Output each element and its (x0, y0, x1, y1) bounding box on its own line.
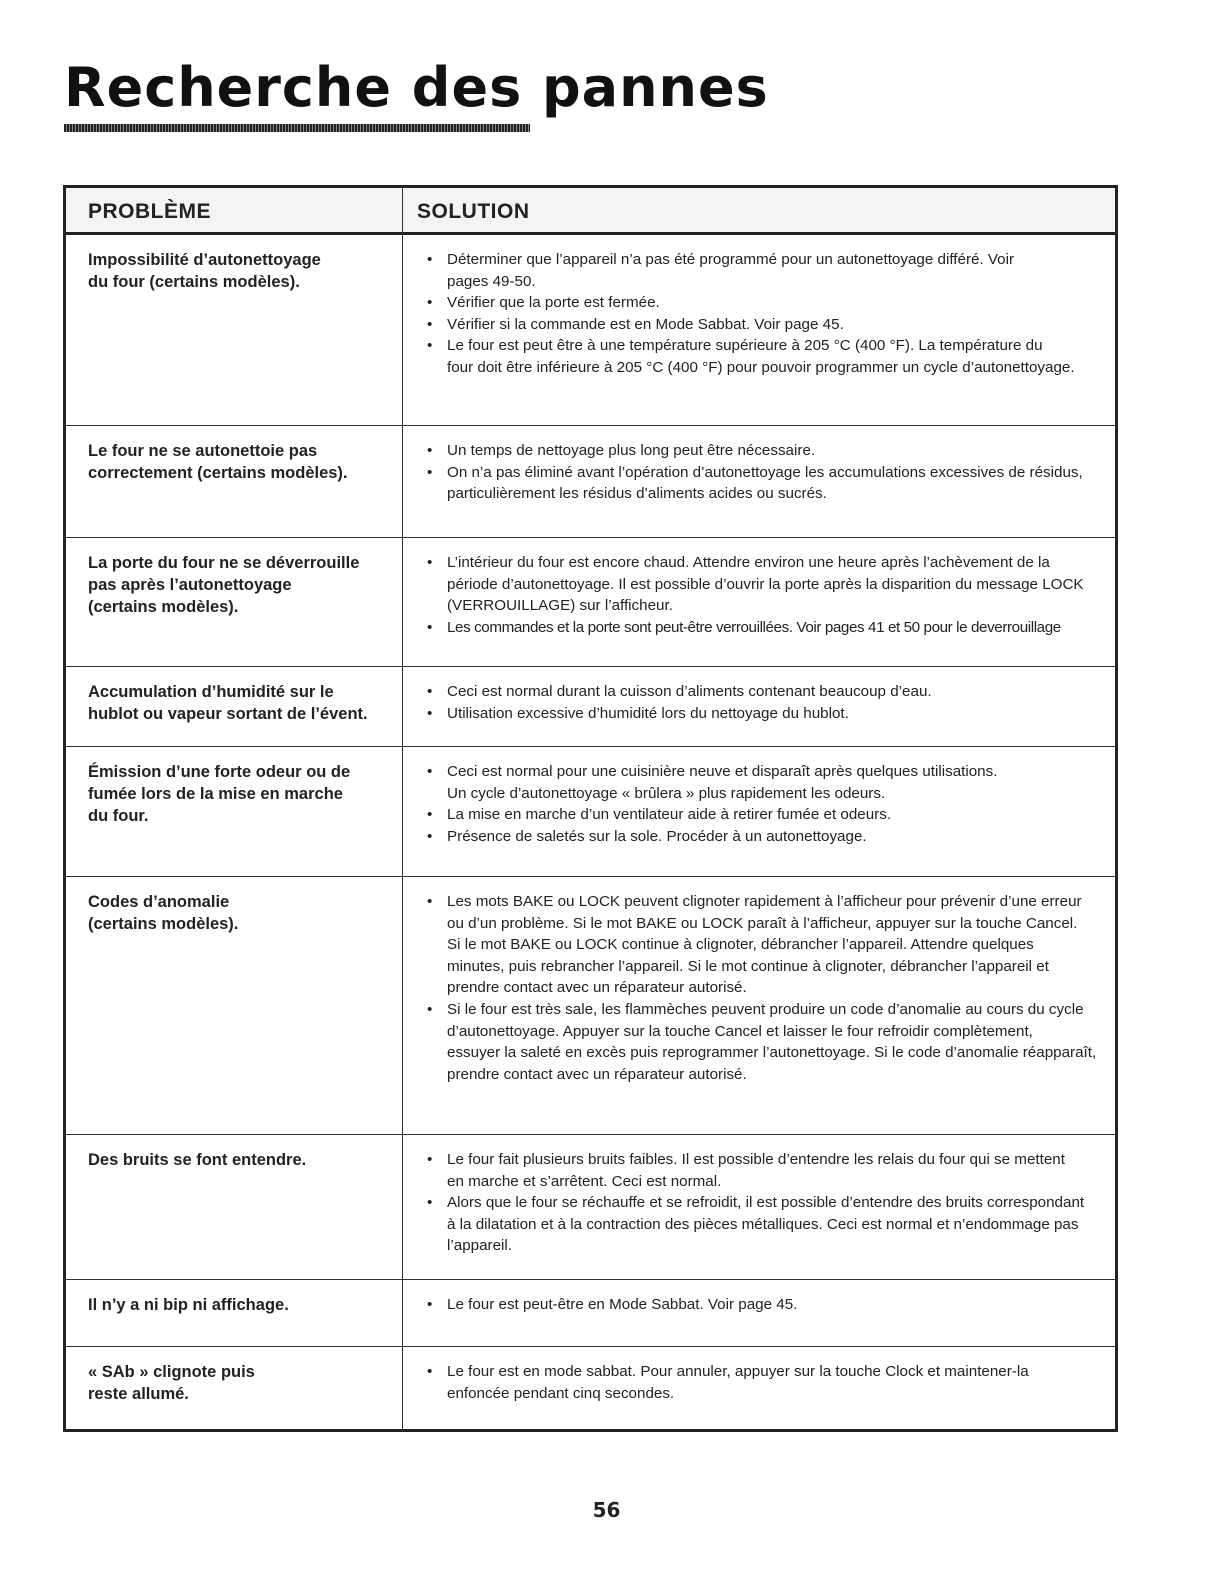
solution-cell (403, 667, 1117, 747)
solution-item: • Alors que le four se réchauffe et se refroidit, il est possible d’entendre des bruits correspondant à la dilatation et à la contraction des pièces métalliques. Ceci est normal et n’endommage pas l’appareil. (427, 1192, 1107, 1257)
solution-item: • Utilisation excessive d’humidité lors du nettoyage du hublot. (427, 703, 1107, 725)
solution-cell (403, 877, 1117, 1135)
title-underline (64, 124, 530, 132)
solution-item: • Le four est peut être à une température supérieure à 205 °C (400 °F). La température du four doit être inférieure à 205 °C (400 °F) pour pouvoir programmer un cycle d’autonettoyage. (427, 335, 1107, 378)
solution-item: • La mise en marche d’un ventilateur aide à retirer fumée et odeurs. (427, 804, 1107, 826)
solution-item: • Les commandes et la porte sont peut-être verrouillées. Voir pages 41 et 50 pour le deverrouillage (427, 617, 1107, 639)
solution-item: • Ceci est normal durant la cuisson d’aliments contenant beaucoup d’eau. (427, 681, 1107, 703)
solution-item: • Ceci est normal pour une cuisinière neuve et disparaît après quelques utilisations. Un cycle d’autonettoyage « brûlera » plus rapidement les odeurs. (427, 761, 1107, 804)
page-number: 56 (592, 1498, 621, 1522)
solution-item: • Un temps de nettoyage plus long peut être nécessaire. (427, 440, 1107, 462)
solution-item: • Le four fait plusieurs bruits faibles. Il est possible d’entendre les relais du four qui se mettent en marche et s’arrêtent. Ceci est normal. (427, 1149, 1107, 1192)
solution-cell (403, 1347, 1117, 1431)
page-title: Recherche des pannes (64, 56, 769, 119)
header-problem: PROBLÈME (65, 187, 403, 234)
problem-cell: « SAb » clignote puis reste allumé. (65, 1347, 403, 1431)
table-row (65, 667, 1117, 747)
table-row (65, 1135, 1117, 1280)
troubleshooting-table (63, 185, 1118, 1432)
problem-cell: Des bruits se font entendre. (65, 1135, 403, 1280)
problem-cell: La porte du four ne se déverrouille pas après l’autonettoyage (certains modèles). (65, 538, 403, 667)
problem-cell: Impossibilité d’autonettoyage du four (certains modèles). (65, 234, 403, 426)
table-row (65, 877, 1117, 1135)
table-header-row (65, 187, 1117, 234)
solution-item: • L’intérieur du four est encore chaud. Attendre environ une heure après l’achèvement de la période d’autonettoyage. Il est possible d’ouvrir la porte après la disparition du message LOCK (VERROUILLAGE) sur l’afficheur. (427, 552, 1107, 617)
solution-item: • Les mots BAKE ou LOCK peuvent clignoter rapidement à l’afficheur pour prévenir d’une erreur ou d’un problème. Si le mot BAKE ou LOCK paraît à l’afficheur, appuyer sur la touche Cancel. Si le mot BAKE ou LOCK continue à clignoter, débrancher l’appareil. Attendre quelques minutes, puis rebrancher l’appareil. Si le mot continue à clignoter, débrancher l’appareil et prendre contact avec un réparateur autorisé. (427, 891, 1107, 999)
solution-item: • Si le four est très sale, les flammèches peuvent produire un code d’anomalie au cours du cycle d’autonettoyage. Appuyer sur la touche Cancel et laisser le four refroidir complètement, essuyer la saleté en excès puis reprogrammer l’autonettoyage. Si le code d’anomalie réapparaît, prendre contact avec un réparateur autorisé. (427, 999, 1107, 1085)
table-row (65, 234, 1117, 426)
solution-cell (403, 1135, 1117, 1280)
table-row (65, 538, 1117, 667)
table-row (65, 1347, 1117, 1431)
table-row (65, 426, 1117, 538)
problem-cell: Codes d’anomalie (certains modèles). (65, 877, 403, 1135)
solution-item: • Vérifier si la commande est en Mode Sabbat. Voir page 45. (427, 314, 1107, 336)
solution-item: • Le four est peut-être en Mode Sabbat. Voir page 45. (427, 1294, 1107, 1316)
table-row (65, 1280, 1117, 1347)
problem-cell: Émission d’une forte odeur ou de fumée lors de la mise en marche du four. (65, 747, 403, 877)
solution-item: • Présence de saletés sur la sole. Procéder à un autonettoyage. (427, 826, 1107, 848)
problem-cell: Le four ne se autonettoie pas correctement (certains modèles). (65, 426, 403, 538)
solution-cell (403, 426, 1117, 538)
solution-cell (403, 1280, 1117, 1347)
solution-cell (403, 747, 1117, 877)
header-solution: SOLUTION (403, 187, 1117, 234)
solution-cell (403, 538, 1117, 667)
problem-cell: Il n’y a ni bip ni affichage. (65, 1280, 403, 1347)
solution-item: • Vérifier que la porte est fermée. (427, 292, 1107, 314)
problem-cell: Accumulation d’humidité sur le hublot ou vapeur sortant de l’évent. (65, 667, 403, 747)
solution-cell (403, 234, 1117, 426)
table-row (65, 747, 1117, 877)
solution-item: • Déterminer que l’appareil n’a pas été programmé pour un autonettoyage différé. Voir pages 49-50. (427, 249, 1107, 292)
solution-item: • On n’a pas éliminé avant l’opération d’autonettoyage les accumulations excessives de résidus, particulièrement les résidus d’aliments acides ou sucrés. (427, 462, 1107, 505)
solution-item: • Le four est en mode sabbat. Pour annuler, appuyer sur la touche Clock et maintener-la enfoncée pendant cinq secondes. (427, 1361, 1107, 1404)
